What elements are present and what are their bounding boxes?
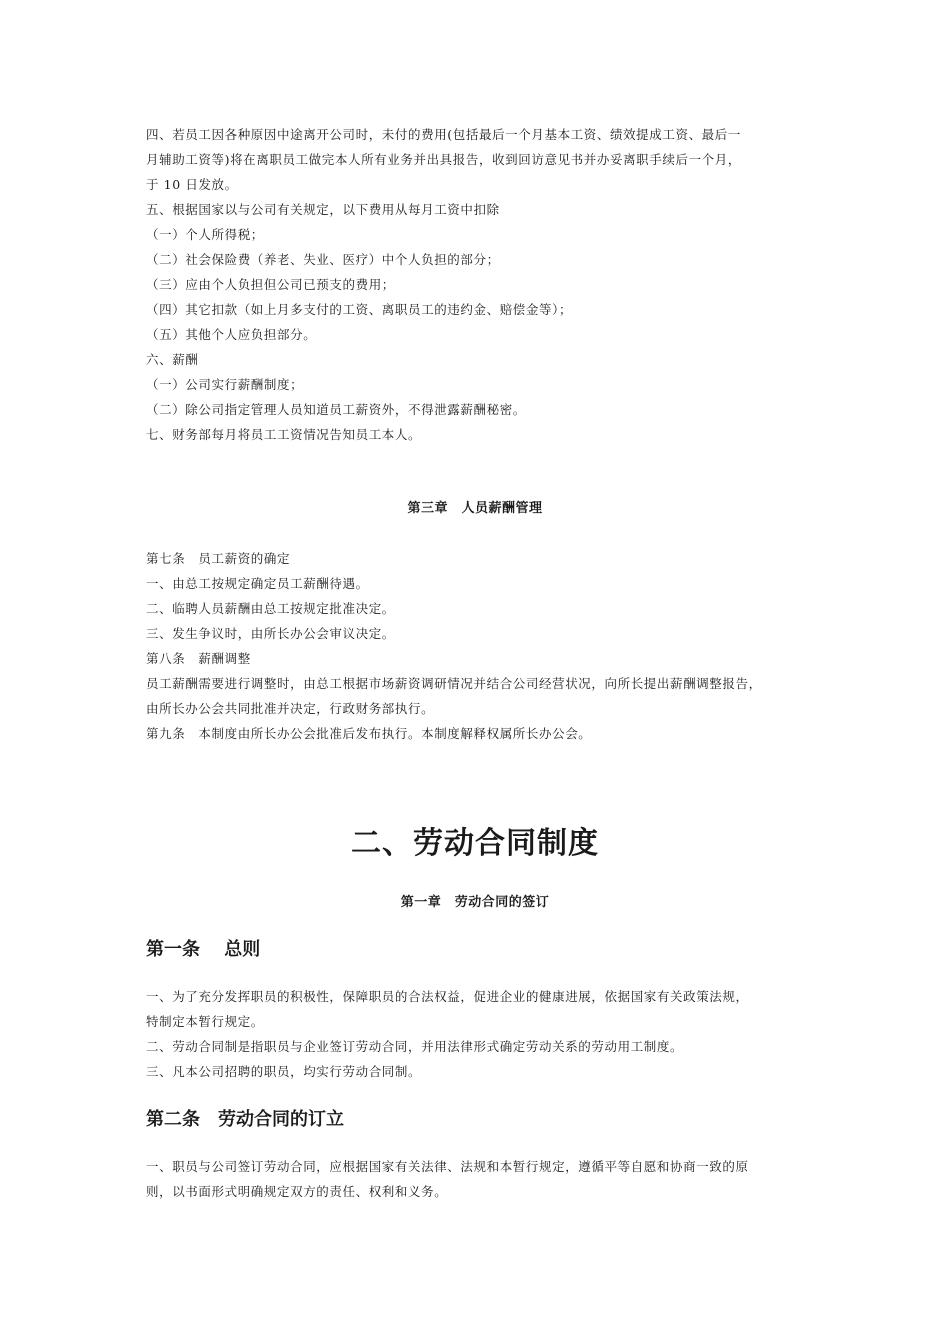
paragraph-line: （二）社会保险费（养老、失业、医疗）中个人负担的部分；: [146, 252, 500, 267]
paragraph-line: （一）个人所得税；: [146, 227, 264, 242]
chapter-title: 第一章 劳动合同的签订: [400, 895, 550, 910]
paragraph-line: 特制定本暂行规定。: [146, 1014, 264, 1029]
section-title: 二、劳动合同制度: [351, 826, 599, 861]
paragraph-line: 于 10 日发放。: [146, 177, 238, 192]
paragraph-line: 由所长办公会共同批准并决定，行政财务部执行。: [146, 701, 435, 716]
paragraph-line: 三、发生争议时，由所长办公会审议决定。: [146, 626, 395, 641]
paragraph-line: 一、由总工按规定确定员工薪酬待遇。: [146, 576, 369, 591]
paragraph-line: 二、劳动合同制是指职员与企业签订劳动合同，并用法律形式确定劳动关系的劳动用工制度。: [146, 1039, 684, 1054]
article-heading: 第一条 总则: [146, 939, 261, 960]
paragraph-line: 五、根据国家以与公司有关规定，以下费用从每月工资中扣除: [146, 202, 500, 217]
paragraph-line: 四、若员工因各种原因中途离开公司时，未付的费用(包括最后一个月基本工资、绩效提成工资、最后一: [146, 127, 741, 142]
paragraph-line: 月辅助工资等)将在离职员工做完本人所有业务并出具报告，收到回访意见书并办妥离职手续后一个月，: [146, 152, 741, 167]
paragraph-line: 一、为了充分发挥职员的积极性，保障职员的合法权益，促进企业的健康进展，依据国家有关政策法规，: [146, 989, 749, 1004]
article-heading: 第二条 劳动合同的订立: [146, 1109, 344, 1130]
article-heading: 第七条 员工薪资的确定: [146, 551, 291, 566]
paragraph-line: （四）其它扣款（如上月多支付的工资、离职员工的违约金、赔偿金等）；: [146, 302, 573, 317]
paragraph-line: 则，以书面形式明确规定双方的责任、权利和义务。: [146, 1184, 448, 1199]
paragraph-line: 六、薪酬: [146, 352, 199, 367]
chapter-title: 第三章 人员薪酬管理: [407, 501, 543, 516]
article-heading: 第八条 薪酬调整: [146, 651, 251, 666]
paragraph-line: （二）除公司指定管理人员知道员工薪资外，不得泄露薪酬秘密。: [146, 402, 526, 417]
paragraph-line: 员工薪酬需要进行调整时，由总工根据市场薪资调研情况并结合公司经营状况，向所长提出薪酬调整报告，: [146, 676, 762, 691]
paragraph-line: （一）公司实行薪酬制度；: [146, 377, 304, 392]
paragraph-line: 七、财务部每月将员工工资情况告知员工本人。: [146, 427, 422, 442]
paragraph-line: 二、临聘人员薪酬由总工按规定批准决定。: [146, 601, 395, 616]
paragraph-line: 第九条 本制度由所长办公会批准后发布执行。本制度解释权属所长办公会。: [146, 726, 592, 741]
paragraph-line: 一、职员与公司签订劳动合同，应根据国家有关法律、法规和本暂行规定，遵循平等自愿和协商一致的原: [146, 1159, 749, 1174]
paragraph-line: （五）其他个人应负担部分。: [146, 327, 317, 342]
paragraph-line: 三、凡本公司招聘的职员，均实行劳动合同制。: [146, 1064, 422, 1079]
paragraph-line: （三）应由个人负担但公司已预支的费用；: [146, 277, 395, 292]
